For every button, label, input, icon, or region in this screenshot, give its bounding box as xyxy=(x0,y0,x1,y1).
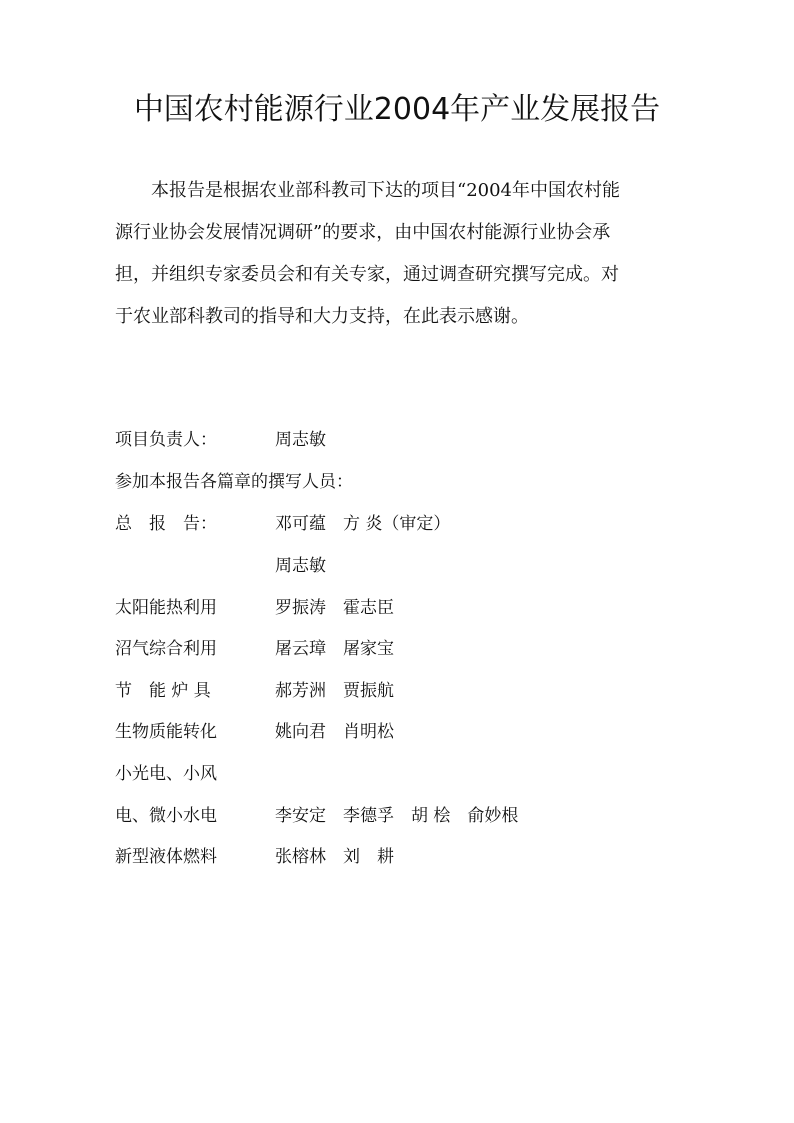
author-names: 张榕林 刘 耕 xyxy=(275,847,394,867)
project-leader-label: 项目负责人： xyxy=(115,430,217,450)
author-names: 邓可蕴 方 炎（审定） xyxy=(275,514,451,534)
section-label: 节 能 炉 具 xyxy=(115,681,211,701)
paragraph-line: 担，并组织专家委员会和有关专家，通过调查研究撰写完成。对 xyxy=(115,264,619,285)
section-label: 总 报 告： xyxy=(115,514,217,534)
author-names: 姚向君 肖明松 xyxy=(275,722,394,742)
author-names: 屠云璋 屠家宝 xyxy=(275,639,394,659)
section-label: 小光电、小风 xyxy=(115,764,217,784)
authors-intro: 参加本报告各篇章的撰写人员： xyxy=(115,472,353,492)
author-names: 周志敏 xyxy=(275,556,326,576)
section-label: 电、微小水电 xyxy=(115,806,217,826)
author-names: 郝芳洲 贾振航 xyxy=(275,681,394,701)
author-names: 李安定 李德孚 胡 桧 俞妙根 xyxy=(275,806,519,826)
project-leader-name: 周志敏 xyxy=(275,430,326,450)
author-names: 罗振涛 霍志臣 xyxy=(275,598,394,618)
paragraph-line: 本报告是根据农业部科教司下达的项目“2004年中国农村能 xyxy=(115,180,621,201)
paragraph-line: 源行业协会发展情况调研”的要求，由中国农村能源行业协会承 xyxy=(115,222,611,243)
acknowledgement-paragraph xyxy=(115,170,687,338)
section-label: 生物质能转化 xyxy=(115,722,217,742)
section-label: 新型液体燃料 xyxy=(115,847,217,867)
paragraph-line: 于农业部科教司的指导和大力支持，在此表示感谢。 xyxy=(115,306,529,327)
section-label: 沼气综合利用 xyxy=(115,639,217,659)
document-title: 中国农村能源行业2004年产业发展报告 xyxy=(133,92,661,127)
section-label: 太阳能热利用 xyxy=(115,598,217,618)
